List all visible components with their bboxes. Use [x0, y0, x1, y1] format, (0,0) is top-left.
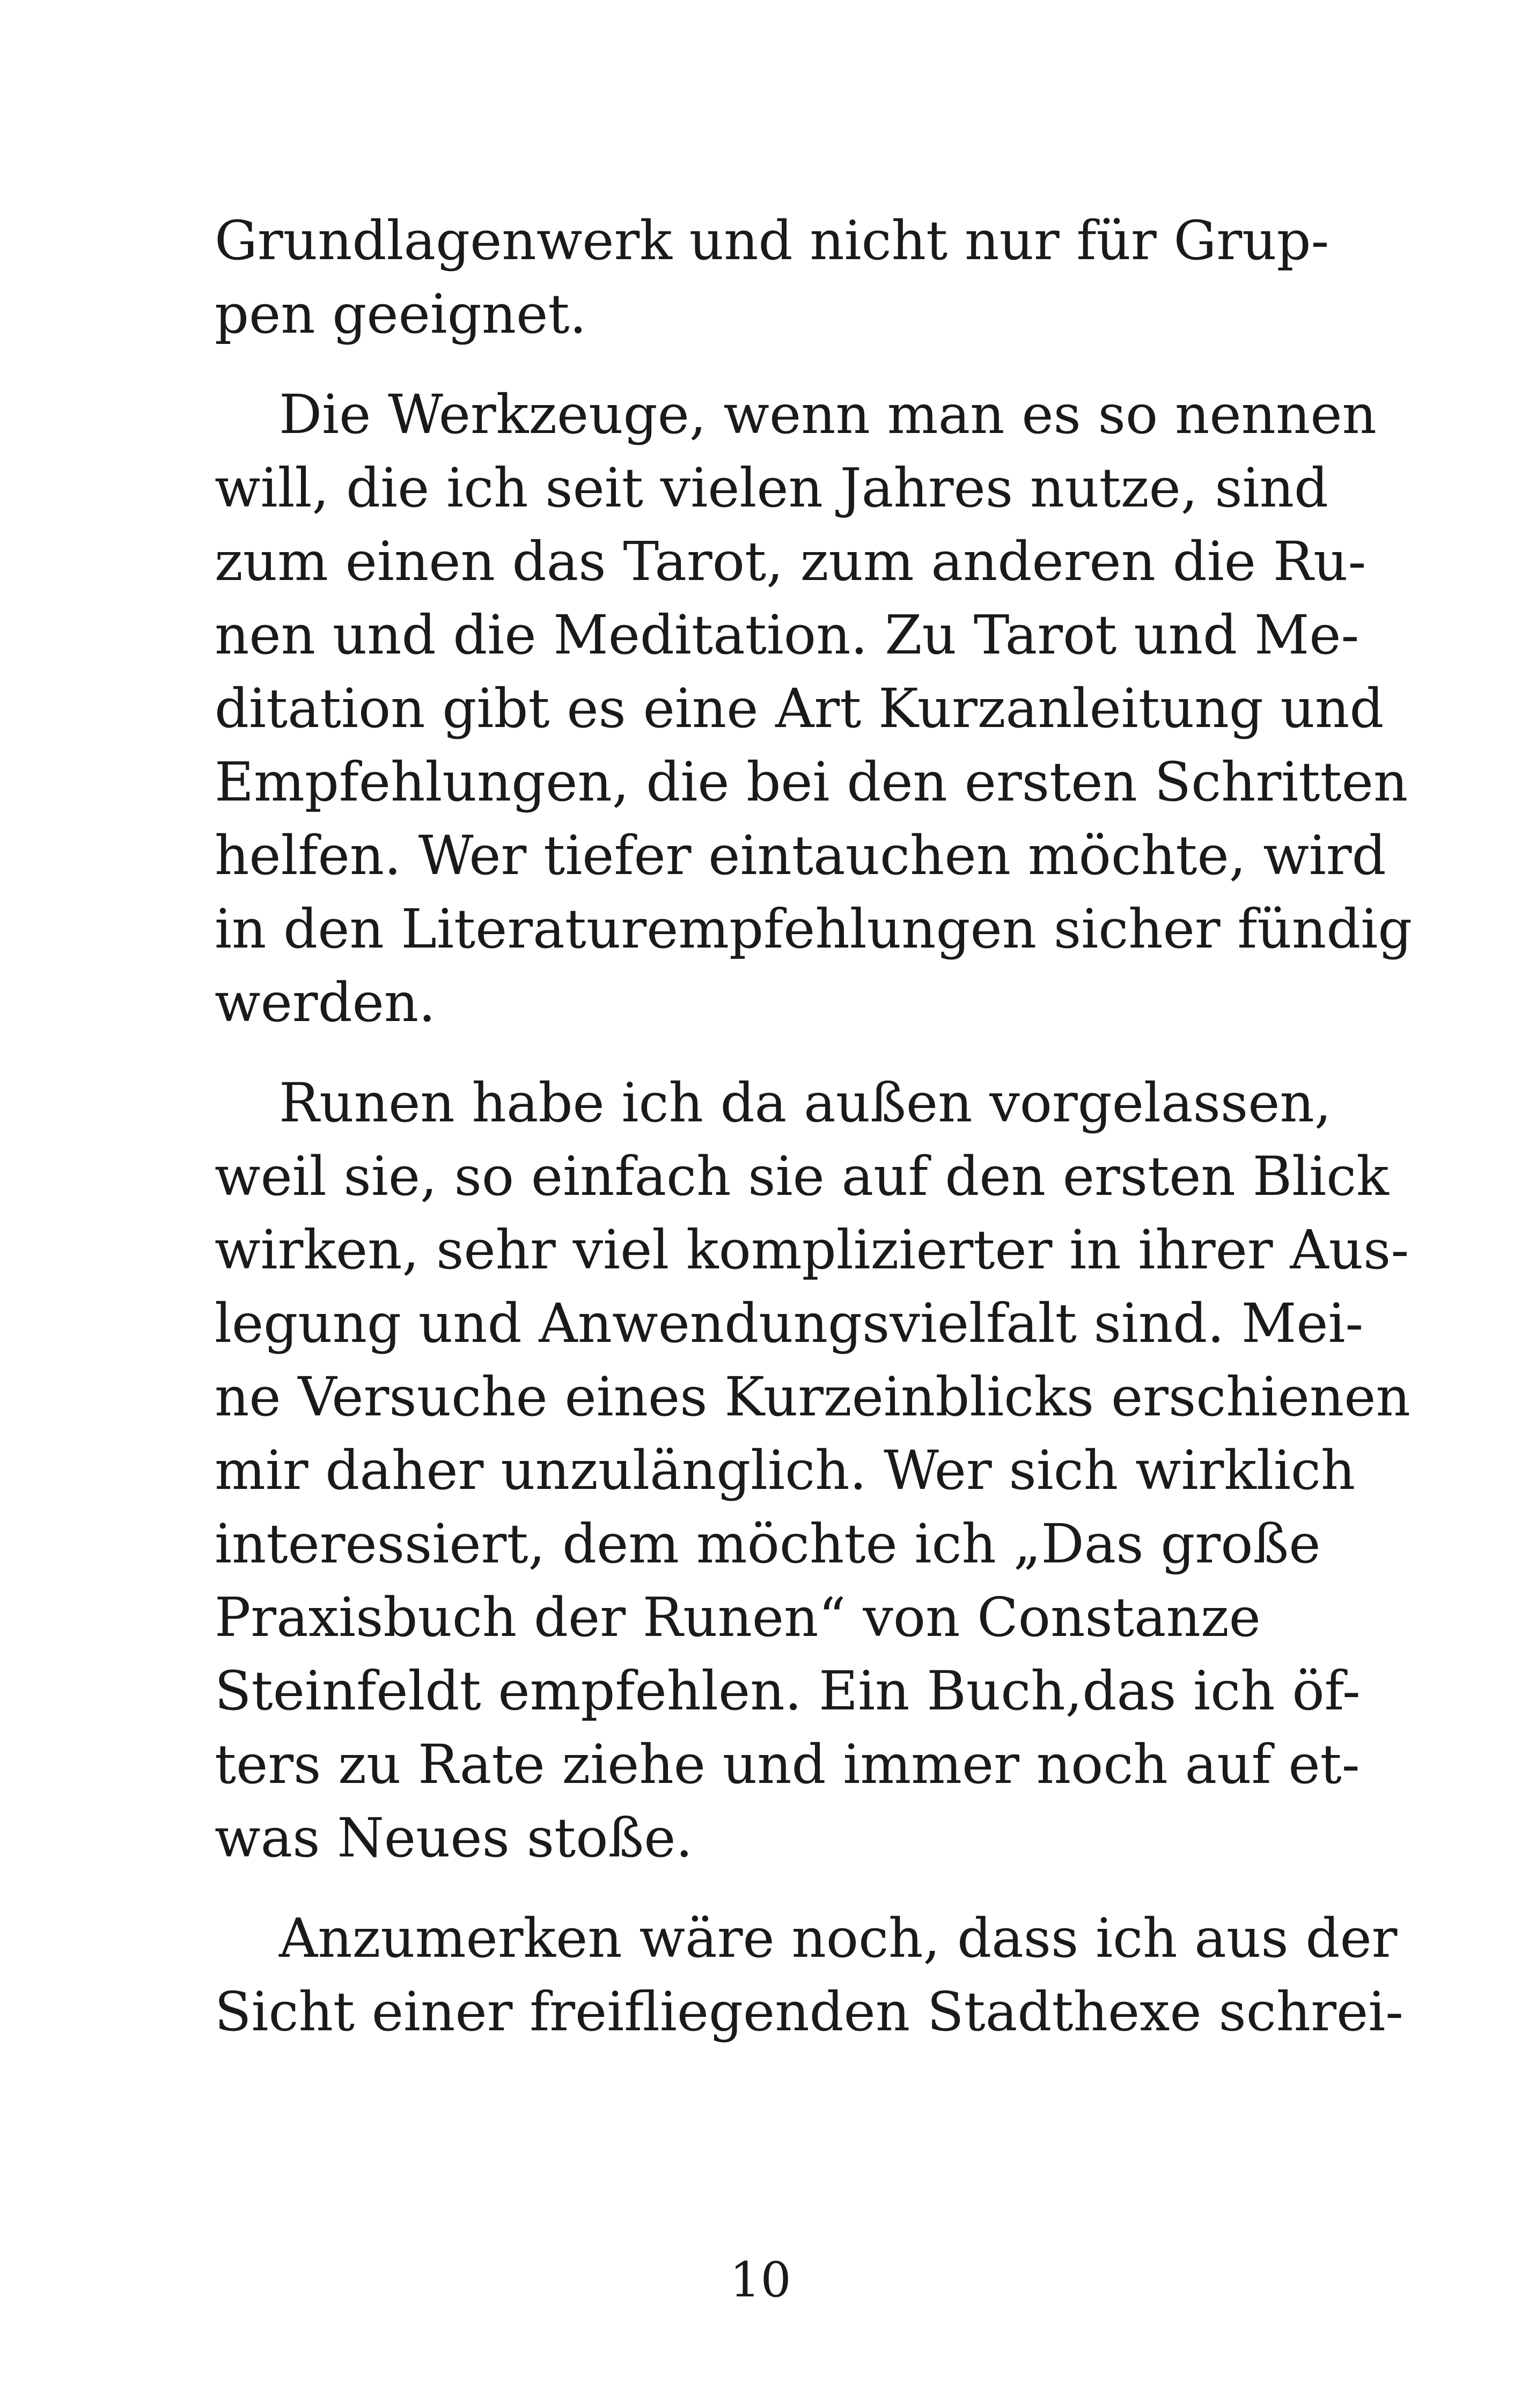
text-line: ters zu Rate ziehe und immer noch auf et- [215, 1733, 1360, 1796]
text-line: Grundlagenwerk und nicht nur für Grup- [215, 209, 1329, 272]
text-line: Die Werkzeuge, wenn man es so nennen [279, 383, 1377, 446]
text-line: Steinfeldt empfehlen. Ein Buch,das ich öf- [215, 1660, 1361, 1722]
text-line: weil sie, so einfach sie auf den ersten Blick [215, 1145, 1389, 1208]
text-line: Empfehlungen, die bei den ersten Schritten [215, 751, 1408, 813]
text-line: ditation gibt es eine Art Kurzanleitung und [215, 677, 1384, 740]
text-line: was Neues stoße. [215, 1807, 693, 1869]
text-line: werden. [215, 971, 436, 1034]
text-line: legung und Anwendungsvielfalt sind. Mei- [215, 1292, 1364, 1355]
text-line: Praxisbuch der Runen“ von Constanze [215, 1586, 1261, 1649]
text-line: zum einen das Tarot, zum anderen die Ru- [215, 530, 1366, 593]
text-line: will, die ich seit vielen Jahres nutze, sind [215, 457, 1329, 519]
body-text [215, 204, 1413, 2075]
text-line: wirken, sehr viel komplizierter in ihrer Aus- [215, 1218, 1409, 1281]
text-line: interessiert, dem möchte ich „Das große [215, 1513, 1321, 1575]
text-line: Sicht einer freifliegenden Stadthexe schrei- [215, 1980, 1404, 2043]
text-line: Anzumerken wäre noch, dass ich aus der [279, 1907, 1398, 1970]
text-line: Runen habe ich da außen vorgelassen, [279, 1071, 1332, 1134]
text-line: nen und die Meditation. Zu Tarot und Me- [215, 604, 1360, 666]
page-number: 10 [730, 2252, 791, 2308]
paragraph-3 [215, 1066, 1410, 1875]
text-line: pen geeignet. [215, 283, 587, 346]
paragraph-1 [215, 204, 1329, 351]
text-line: ne Versuche eines Kurzeinblicks erschienen [215, 1365, 1410, 1428]
paragraph-2 [215, 378, 1413, 1039]
paragraph-4 [215, 1902, 1404, 2049]
text-line: mir daher unzulänglich. Wer sich wirklich [215, 1439, 1356, 1502]
text-line: helfen. Wer tiefer eintauchen möchte, wird [215, 824, 1386, 887]
text-line: in den Literaturempfehlungen sicher fündig [215, 898, 1413, 960]
